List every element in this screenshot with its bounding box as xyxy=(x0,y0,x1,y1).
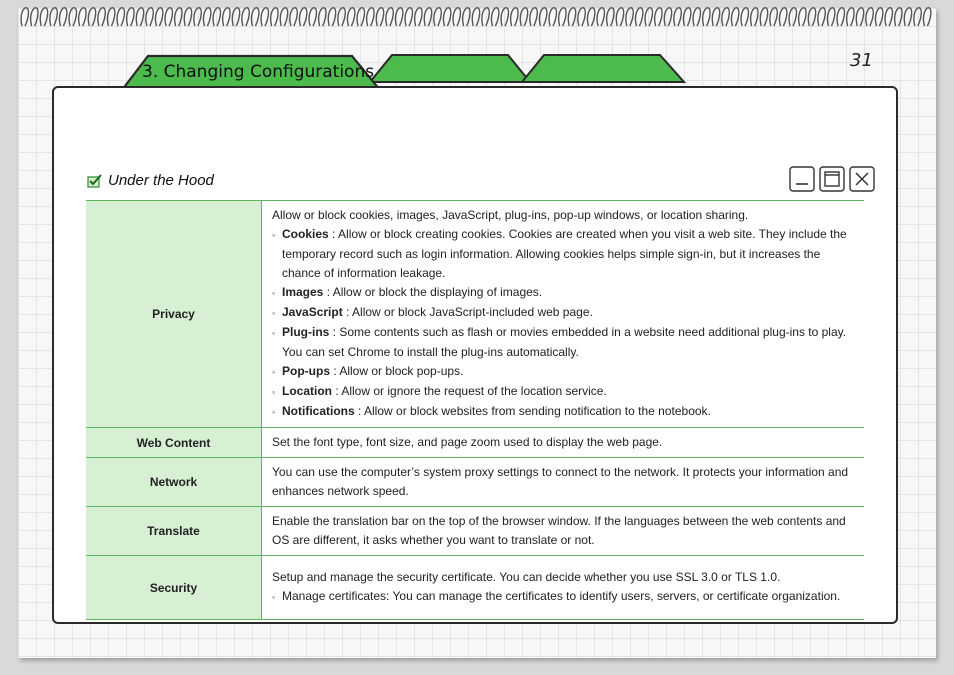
bullet-marker-icon: ◦ xyxy=(272,387,276,397)
bullet-text: : Allow or block creating cookies. Cookies are created when you visit a web site. They include the temporary record such as login information. Allowing cookies helps simple sign-in, but it increases the chance of information leakage. xyxy=(282,227,847,280)
close-icon[interactable] xyxy=(850,167,874,191)
bullet-item xyxy=(272,402,854,422)
bullet-item xyxy=(272,225,854,283)
table-row xyxy=(86,428,864,458)
bullet-text: : Allow or block websites from sending notification to the notebook. xyxy=(354,404,711,418)
bullet-marker-icon: ◦ xyxy=(272,407,276,417)
checkbox-icon xyxy=(87,174,103,188)
description-text: You can use the computer’s system proxy settings to connect to the network. It protects your information and enhances network speed. xyxy=(272,465,849,498)
page-number: 31 xyxy=(850,50,873,71)
row-label: Network xyxy=(86,458,262,507)
bullet-term: Location xyxy=(282,384,332,398)
section-title: Under the Hood xyxy=(108,172,214,189)
maximize-icon[interactable] xyxy=(820,167,844,191)
bullet-text: Manage certificates: You can manage the certificates to identify users, servers, or certificate organization. xyxy=(282,589,841,603)
row-label: Web Content xyxy=(86,428,262,458)
row-description xyxy=(262,507,865,556)
description-text: Setup and manage the security certificate. You can decide whether you use SSL 3.0 or TLS 1.0. xyxy=(272,570,781,584)
table-row xyxy=(86,458,864,507)
table-row xyxy=(86,201,864,428)
minimize-icon[interactable] xyxy=(790,167,814,191)
bullet-item xyxy=(272,382,854,402)
bullet-marker-icon: ◦ xyxy=(272,230,276,240)
bullet-text: : Some contents such as flash or movies embedded in a website need additional plug-ins to play. You can set Chrome to install the plug-ins automatically. xyxy=(282,325,847,359)
row-description xyxy=(262,556,865,620)
bullet-marker-icon: ◦ xyxy=(272,328,276,338)
bullet-marker-icon: ◦ xyxy=(272,308,276,318)
row-label: Privacy xyxy=(86,201,262,428)
bullet-term: JavaScript xyxy=(282,305,343,319)
bullet-text: : Allow or block the displaying of images. xyxy=(323,285,543,299)
bullet-term: Pop-ups xyxy=(282,364,330,378)
row-description xyxy=(262,458,865,507)
bullet-item xyxy=(272,587,854,607)
row-label: Translate xyxy=(86,507,262,556)
table-row xyxy=(86,507,864,556)
description-text: Enable the translation bar on the top of the browser window. If the languages between the web contents and OS are different, it asks whether you want to translate or not. xyxy=(272,514,846,547)
window-controls xyxy=(789,165,879,193)
description-text: Set the font type, font size, and page zoom used to display the web page. xyxy=(272,435,663,449)
bullet-term: Cookies xyxy=(282,227,329,241)
row-description xyxy=(262,201,865,428)
bullet-term: Plug-ins xyxy=(282,325,330,339)
bullet-text: : Allow or block JavaScript-included web page. xyxy=(342,305,593,319)
table-row xyxy=(86,556,864,620)
row-label: Security xyxy=(86,556,262,620)
bullet-text: : Allow or ignore the request of the location service. xyxy=(332,384,607,398)
tab-inactive-1[interactable] xyxy=(370,55,530,82)
bullet-item xyxy=(272,362,854,382)
tab-inactive-2[interactable] xyxy=(522,55,684,82)
bullet-term: Images xyxy=(282,285,324,299)
description-text: Allow or block cookies, images, JavaScript, plug-ins, pop-up windows, or location sharing. xyxy=(272,208,749,222)
bullet-marker-icon: ◦ xyxy=(272,592,276,602)
bullet-item xyxy=(272,303,854,323)
bullet-term: Notifications xyxy=(282,404,355,418)
bullet-text: : Allow or block pop-ups. xyxy=(330,364,464,378)
bullet-item xyxy=(272,283,854,303)
settings-table xyxy=(86,200,864,620)
tab-title: 3. Changing Configurations xyxy=(142,62,375,82)
row-description xyxy=(262,428,865,458)
bullet-marker-icon: ◦ xyxy=(272,288,276,298)
bullet-marker-icon: ◦ xyxy=(272,367,276,377)
bullet-item xyxy=(272,323,854,362)
